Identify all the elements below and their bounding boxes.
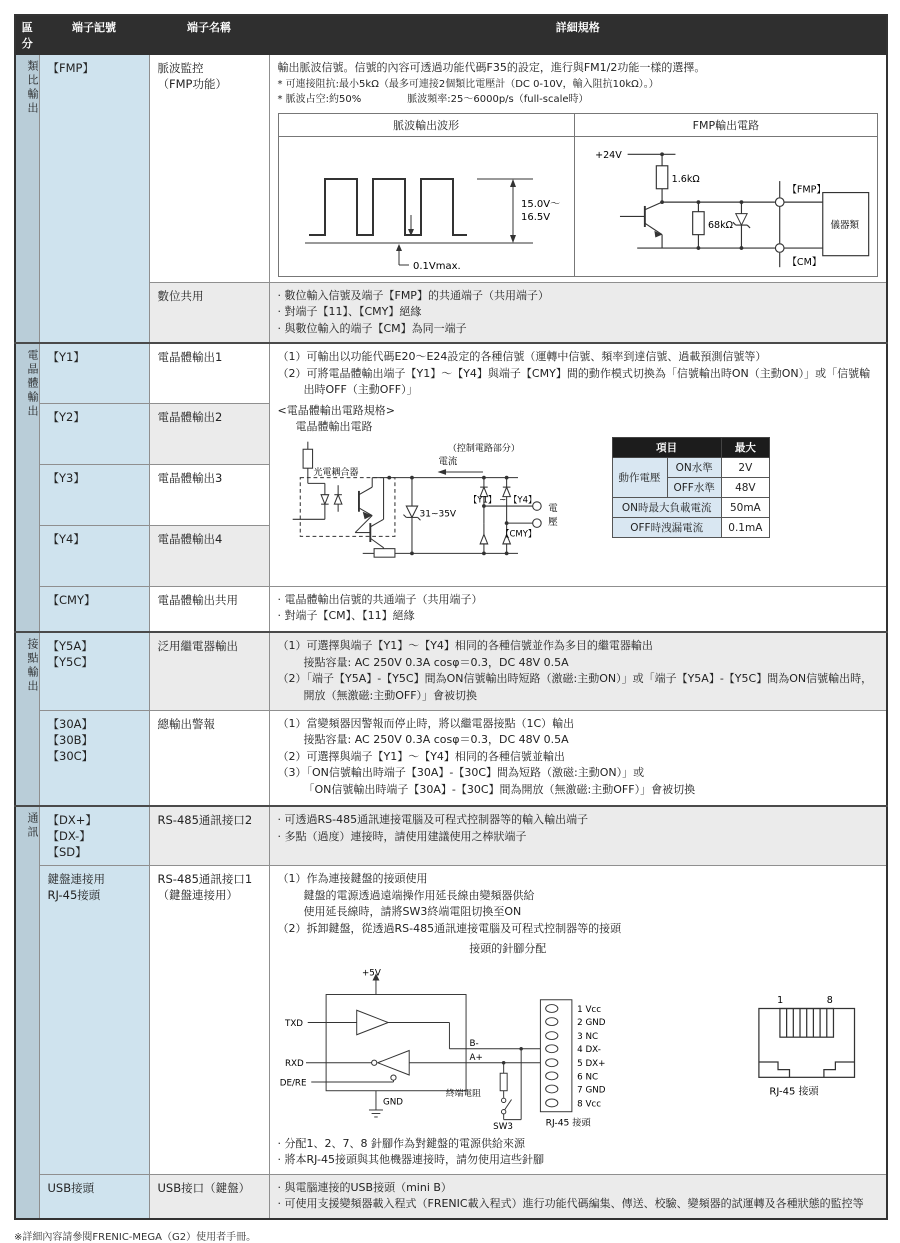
fmp-circuit-title: FMP輸出電路: [575, 114, 877, 137]
cell-rj45-name: RS-485通訊接口1 （鍵盤連接用）: [149, 866, 269, 1175]
pin-label-5: 5 DX+: [576, 1058, 606, 1069]
rj45-strip-label: RJ-45 接頭: [545, 1117, 591, 1129]
cell-fmp-spec: [269, 55, 887, 283]
fmp-intro: 輸出脈波信號。信號的內容可透過功能代碼F35的設定，進行與FM1/2功能一樣的選擇。: [277, 61, 706, 74]
cell-y2-symbol: 【Y2】: [39, 404, 149, 465]
spec-off-level: OFF水準: [667, 478, 721, 498]
pulse-waveform-diagram: [279, 137, 575, 276]
cell-digital-common-name: 數位共用: [149, 282, 269, 343]
fmp-circuit-24v-label: +24V: [594, 149, 622, 161]
pin-label-4: 4 DX-: [576, 1044, 601, 1055]
fmp-note2: * 脈波占空:約50% 脈波頻率:25～6000p/s（full-scale時）: [277, 93, 589, 105]
gnd-label: GND: [382, 1097, 403, 1108]
fmp-circuit-r1-label: 1.6kΩ: [671, 173, 700, 185]
rxd-label: RXD: [284, 1058, 304, 1069]
rj45-connector-label: RJ-45 接頭: [769, 1086, 819, 1098]
row-dx: [15, 806, 887, 866]
transistor-circuit-block: [278, 419, 598, 581]
terminating-resistor-label: 終端電阻: [445, 1088, 481, 1099]
spec-operating-voltage: 動作電壓: [612, 458, 667, 498]
cell-cmy-name: 電晶體輸出共用: [149, 586, 269, 632]
cell-rj45-symbol: 鍵盤連接用 RJ-45接頭: [39, 866, 149, 1175]
spec-off-level-value: 48V: [721, 478, 769, 498]
cell-y3-symbol: 【Y3】: [39, 465, 149, 526]
photocoupler-label: 光電耦合器: [313, 467, 358, 478]
cell-usb-name: USB接口（鍵盤）: [149, 1174, 269, 1219]
spec-on-level-value: 2V: [721, 458, 769, 478]
fmp-circuit-r2-label: 68kΩ: [707, 219, 733, 231]
waveform-vmin-label: 0.1Vmax.: [412, 260, 461, 271]
spec-on-level: ON水準: [667, 458, 721, 478]
category-communication: 通訊: [15, 806, 39, 1219]
pin-label-8: 8 Vcc: [576, 1098, 601, 1109]
pin-assignment-title: 接頭的針腳分配: [469, 942, 547, 955]
terminal-spec-table: [14, 14, 888, 1220]
cell-usb-symbol: USB接頭: [39, 1174, 149, 1219]
control-circuit-label: （控制電路部分）: [447, 443, 520, 454]
pin-label-3: 3 NC: [576, 1031, 598, 1042]
a-plus-label: A+: [469, 1052, 483, 1063]
cell-fmp-name: 脈波監控 （FMP功能）: [149, 55, 269, 283]
cell-rj45-spec: （1）作為連接鍵盤的接頭使用 鍵盤的電源透過遠端操作用延長線由變頻器供給 使用延長線時，請將SW3終端電阻切換至ON （2）拆卸鍵盤，從透過RS-485通訊連接電腦及可程式控制器等的接頭 接頭的針腳分配 +5V TXD RXD DE/RE GND B- A+ 終端電阻 SW3 1 Vcc 2 GND 3 NC 4 DX- 5 DX+ 6 NC 7 GND 8 Vcc RJ-45 接頭 1 8 RJ-45 接頭 · 分配1、2、7、8 針腳作為對鍵盤的電源供給來源 · 將本RJ-45接頭與其他機器連接時，請勿使用這些針腳: [269, 866, 887, 1175]
pulse-waveform-title: 脈波輸出波形: [279, 114, 575, 137]
row-cmy: [15, 586, 887, 632]
cell-cmy-spec: · 電晶體輸出信號的共通端子（共用端子） · 對端子【CM】、【11】絕緣: [269, 586, 887, 632]
sw3-label: SW3: [492, 1121, 513, 1132]
fmp-circuit-svg: [577, 139, 882, 271]
fmp-diagram-panel: [278, 113, 879, 277]
spec-header-max: 最大: [721, 438, 769, 458]
table-header-row: [15, 15, 887, 55]
connector-pin1-label: 1: [776, 994, 783, 1006]
cell-y4-symbol: 【Y4】: [39, 525, 149, 586]
cell-y5-name: 泛用繼電器輸出: [149, 632, 269, 710]
transistor-circuit-svg: [278, 436, 598, 578]
cell-alarm30-spec: （1）當變頻器因警報而停止時，將以繼電器接點（1C）輸出 接點容量: AC 250V 0.3A cosφ＝0.3，DC 48V 0.5A （2）可選擇與端子【Y1】～【Y4】相同的各種信號並輸出 （3）「ON信號輸出時端子【30A】-【30C】間為短路（激磁:主動ON）」或 「ON信號輸出時端子【30A】-【30C】間為開放（無激磁:主動OFF）」會被切換: [269, 710, 887, 806]
spec-off-leak-current-value: 0.1mA: [721, 518, 769, 538]
zener-label: 31~35V: [419, 508, 456, 519]
voltage-label-char1: 電: [547, 503, 558, 515]
category-transistor-output: 電晶體輸出: [15, 343, 39, 632]
cell-y5-spec: （1）可選擇與端子【Y1】～【Y4】相同的各種信號並作為多目的繼電器輸出 接點容量: AC 250V 0.3A cosφ＝0.3，DC 48V 0.5A （2）「端子【Y5A】-【Y5C】間為ON信號輸出時短路（激磁:主動ON）」或「端子【Y5A】-【Y5C】間為ON信號輸出時，開放（無激磁:主動OFF）」會被切換: [269, 632, 887, 710]
cell-cmy-symbol: 【CMY】: [39, 586, 149, 632]
pin-label-6: 6 NC: [576, 1071, 598, 1082]
rs485-pin-diagram-svg: [278, 958, 689, 1136]
row-alarm30: [15, 710, 887, 806]
row-y1: [15, 343, 887, 404]
spec-header-item: 項目: [612, 438, 721, 458]
row-fmp: [15, 55, 887, 283]
waveform-vrange-label2: 16.5V: [520, 211, 550, 223]
cell-alarm30-symbol: 【30A】 【30B】 【30C】: [39, 710, 149, 806]
cell-y1-name: 電晶體輸出1: [149, 343, 269, 404]
cm-terminal-label: 【CM】: [787, 256, 822, 268]
cell-dx-spec: · 可透過RS-485通訊連接電腦及可程式控制器等的輸入輸出端子 · 多點（過度）連接時，請使用建議使用之棒狀端子: [269, 806, 887, 866]
rj45-connector-svg: [735, 976, 878, 1106]
connector-pin8-label: 8: [826, 994, 833, 1006]
fmp-note1: * 可連接阻抗:最小5kΩ（最多可連接2個類比電壓計（DC 0-10V，輸入阻抗10kΩ）。）: [277, 78, 659, 90]
header-category: 區分: [15, 15, 39, 55]
pin-label-2: 2 GND: [576, 1017, 606, 1028]
transistor-circuit-subtitle: <電晶體輸出電路規格>: [277, 403, 395, 417]
row-y5: [15, 632, 887, 710]
transistor-spec-mini-table: [612, 437, 770, 538]
header-spec: 詳細規格: [269, 15, 887, 55]
current-label: 電流: [437, 455, 457, 467]
spec-on-max-current-value: 50mA: [721, 498, 769, 518]
cmy-terminal-label: 【CMY】: [500, 528, 536, 539]
category-contact-output: 接點輸出: [15, 632, 39, 806]
txd-label: TXD: [284, 1018, 303, 1029]
header-symbol: 端子記號: [39, 15, 149, 55]
row-usb: [15, 1174, 887, 1219]
transistor-circuit-title: 電晶體輸出電路: [295, 420, 373, 433]
cell-y2-name: 電晶體輸出2: [149, 404, 269, 465]
device-box-label: 儀器類: [830, 219, 859, 231]
voltage-label-char2: 壓: [547, 516, 558, 528]
cell-digital-common-spec: · 數位輸入信號及端子【FMP】的共通端子（共用端子） · 對端子【11】、【CMY】絕緣 · 與數位輸入的端子【CM】為同一端子: [269, 282, 887, 343]
pin-assignment-diagrams: [278, 958, 879, 1136]
fmp-terminal-label: 【FMP】: [787, 184, 826, 196]
header-name: 端子名稱: [149, 15, 269, 55]
cell-y1-symbol: 【Y1】: [39, 343, 149, 404]
cell-y3-name: 電晶體輸出3: [149, 465, 269, 526]
fmp-circuit-diagram: [575, 137, 877, 276]
spec-off-leak-current: OFF時洩漏電流: [612, 518, 721, 538]
waveform-vrange-label1: 15.0V～: [520, 198, 560, 210]
plus5v-label: +5V: [361, 967, 381, 978]
cell-dx-name: RS-485通訊接口2: [149, 806, 269, 866]
dere-label: DE/RE: [279, 1077, 307, 1088]
cell-fmp-symbol: 【FMP】: [39, 55, 149, 344]
cell-y5-symbol: 【Y5A】 【Y5C】: [39, 632, 149, 710]
y-terminals-label: 【Y1】 ~ 【Y4】: [468, 494, 537, 505]
pin-label-1: 1 Vcc: [576, 1004, 601, 1015]
cell-y4-name: 電晶體輸出4: [149, 525, 269, 586]
footnote: ※詳細內容請參閱FRENIC-MEGA（G2）使用者手冊。: [14, 1231, 257, 1243]
b-minus-label: B-: [469, 1038, 479, 1049]
row-rj45: [15, 866, 887, 1175]
cell-transistor-spec: （1）可輸出以功能代碼E20～E24設定的各種信號（運轉中信號、頻率到達信號、過載預測信號等） （2）可將電晶體輸出端子【Y1】～【Y4】與端子【CMY】間的動作模式切換為「信號輸出時ON（主動ON）」或「信號輸出時OFF（主動OFF）」 <電晶體輸出電路規格> 電晶體輸出電路 （控制電路部分） 電流 光電耦合器 31~35V 【Y1】 ~ 【Y4】 【CMY】 電 壓 項目 最大 動作電壓 ON水準 2V OFF水準 48V ON時最大負載電流 50mA OFF時洩漏電流 0.1mA: [269, 343, 887, 586]
cell-dx-symbol: 【DX+】 【DX-】 【SD】: [39, 806, 149, 866]
pulse-waveform-svg: [281, 139, 576, 271]
cell-alarm30-name: 總輸出警報: [149, 710, 269, 806]
spec-on-max-current: ON時最大負載電流: [612, 498, 721, 518]
category-analog-output: 類比輸出: [15, 55, 39, 344]
pin-label-7: 7 GND: [576, 1084, 606, 1095]
cell-usb-spec: · 與電腦連接的USB接頭（mini B） · 可使用支援變頻器載入程式（FRENIC載入程式）進行功能代碼編集、傳送、校驗、變頻器的試運轉及各種狀態的監控等: [269, 1174, 887, 1219]
